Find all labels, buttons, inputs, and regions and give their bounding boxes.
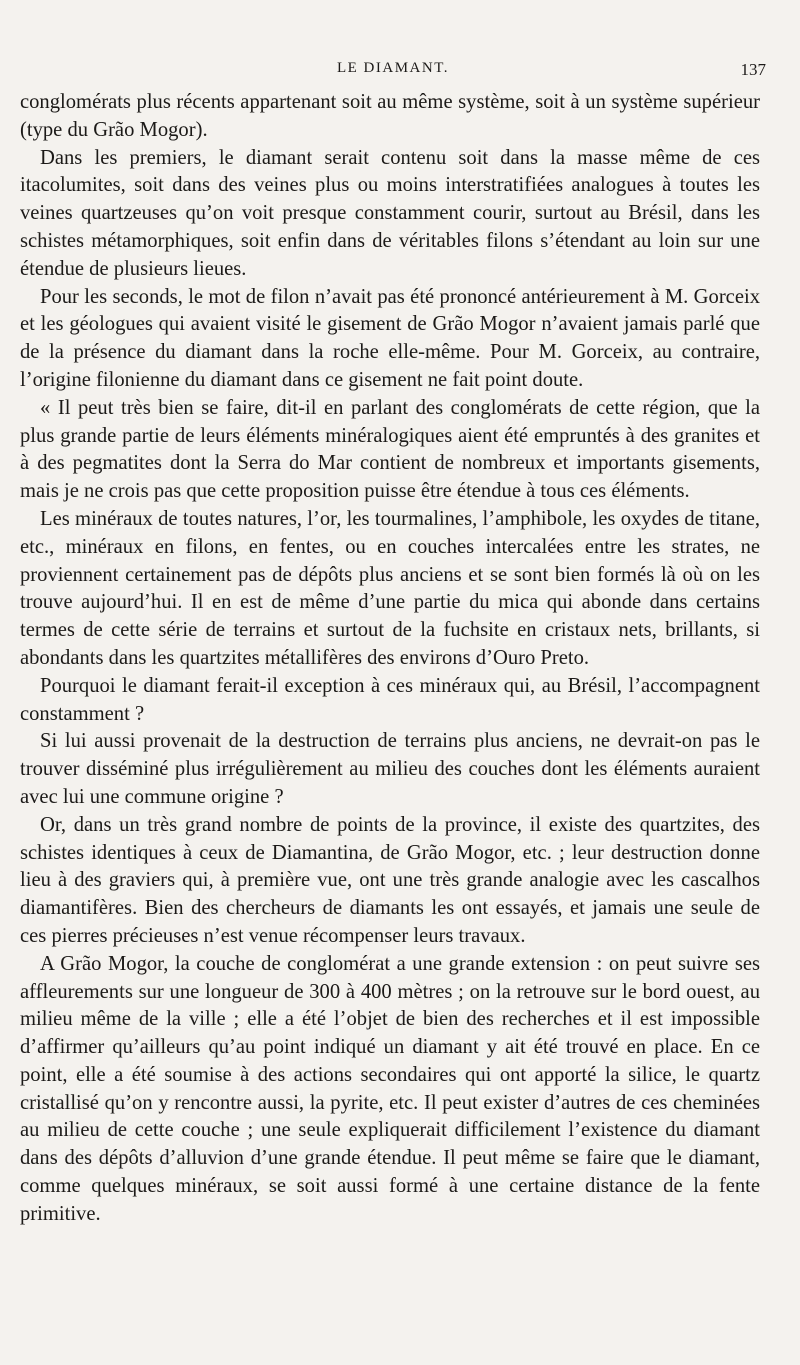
page-number: 137 — [740, 60, 766, 79]
paragraph: Si lui aussi provenait de la destruction de terrains plus anciens, ne devrait-on pas le trouver disséminé plus irrégulièrement au milieu des couches dont les éléments auraient avec lui une commune origine ? — [20, 730, 760, 808]
paragraph: Dans les premiers, le diamant serait contenu soit dans la masse même de ces itacolumites, soit dans des veines plus ou moins interstratifiées analogues à toutes les veines quartzeuses qu’on voit presque constamment courir, surtout au Brésil, dans les schistes métamorphiques, soit enfin dans de véritables filons s’étendant au loin sur une étendue de plusieurs lieues. — [20, 146, 760, 280]
paragraph: Pourquoi le diamant ferait-il exception à ces minéraux qui, au Brésil, l’accompagnent constamment ? — [20, 674, 760, 725]
paragraph: « Il peut très bien se faire, dit-il en parlant des conglomérats de cette région, que la plus grande partie de leurs éléments minéralogiques aient été empruntés à des granites et à des pegmatites dont la Serra do Mar contient de nombreux et importants gisements, mais je ne crois pas que cette proposition puisse être étendue à tous ces éléments. — [20, 396, 760, 503]
paragraph: Or, dans un très grand nombre de points de la province, il existe des quartzites, des schistes identiques à ceux de Diamantina, de Grão Mogor, etc. ; leur destruction donne lieu à des graviers qui, à première vue, ont une très grande analogie avec les cascalhos diamantifères. Bien des chercheurs de diamants les ont essayés, et jamais une seule de ces pierres précieuses n’est venue récompenser leurs travaux. — [20, 813, 760, 947]
paragraph: Les minéraux de toutes natures, l’or, les tourmalines, l’amphibole, les oxydes de titane, etc., minéraux en filons, en fentes, ou en couches intercalées entre les strates, ne proviennent certainement pas de dépôts plus anciens et se sont bien formés là où on les trouve aujourd’hui. Il en est de même d’une partie du mica qui abonde dans certains termes de cette série de terrains et surtout de la fuchsite en cristaux nets, brillants, si abondants dans les quartzites métallifères des environs d’Ouro Preto. — [20, 507, 760, 669]
page-header — [20, 56, 766, 82]
paragraph: conglomérats plus récents appartenant soit au même système, soit à un système supérieur (type du Grão Mogor). — [20, 91, 760, 141]
paragraph: Pour les seconds, le mot de filon n’avait pas été prononcé antérieurement à M. Gorceix et les géologues qui avaient visité le gisement de Grão Mogor n’avaient jamais parlé que de la présence du diamant dans la roche elle-même. Pour M. Gorceix, au contraire, l’origine filonienne du diamant dans ce gisement ne fait point doute. — [20, 285, 760, 391]
running-title: LE DIAMANT. — [336, 60, 450, 76]
body-text — [20, 89, 760, 1229]
paragraph: A Grão Mogor, la couche de conglomérat a une grande extension : on peut suivre ses affleurements sur une longueur de 300 à 400 mètres ; on la retrouve sur le bord ouest, au milieu même de la ville ; elle a été l’objet de bien des recherches et il est impossible d’affirmer qu’ailleurs qu’au point indiqué un diamant y ait été trouvé en place. En ce point, elle a été soumise à des actions secondaires qui ont apporté la silice, le quartz cristallisé qu’on y rencontre aussi, la pyrite, etc. Il peut exister d’autres de ces cheminées au milieu de cette couche ; une seule expliquerait difficilement l’existence du diamant dans des dépôts d’alluvion d’une grande étendue. Il peut même se faire que le diamant, comme quelques minéraux, se soit aussi formé à une certaine distance de la fente primitive. — [20, 952, 760, 1225]
